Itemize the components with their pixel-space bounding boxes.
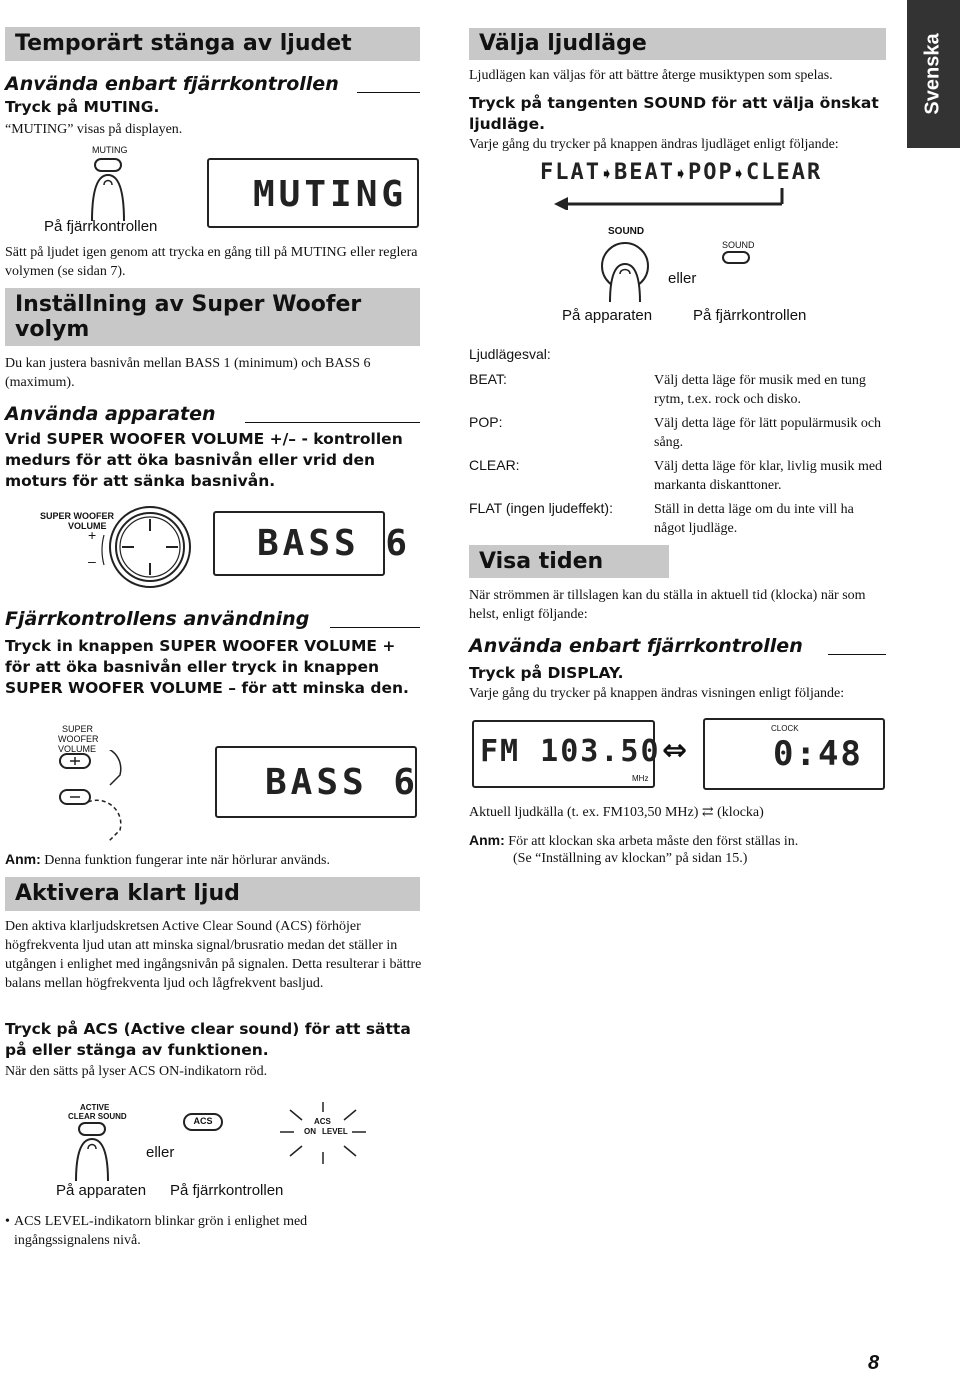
woofer-remote-subheading: Fjärrkontrollens användning (5, 608, 310, 630)
language-tab-label: Svenska (921, 33, 944, 115)
clock-caption: Aktuell ljudkälla (t. ex. FM103,50 MHz) ⇄ (klocka) (469, 805, 764, 820)
knob-plus: + (88, 527, 97, 543)
clock-source-display-text: FM 103.50 (480, 734, 661, 769)
clock-time-label: CLOCK (771, 724, 799, 733)
mute-instruction: Tryck på MUTING. (5, 98, 160, 116)
indicator-level: LEVEL (322, 1127, 348, 1136)
mode-desc-pop: Välj detta läge för lätt populärmusik och sång. (654, 416, 882, 450)
clock-instruction: Tryck på DISPLAY. (469, 664, 624, 682)
sound-instruction: Tryck på tangenten SOUND för att välja önskat ljudläge. (469, 94, 879, 133)
remote-label-2: WOOFER (58, 734, 99, 744)
woofer-heading (5, 288, 420, 346)
mode-desc-flat: Ställ in detta läge om du inte vill ha något ljudläge. (654, 502, 854, 536)
remote-label-3: VOLUME (58, 744, 97, 754)
clock-time-display-text: 0:48 (773, 734, 863, 774)
acs-instruction: Tryck på ACS (Active clear sound) för att sätta på eller stänga av funktionen. (5, 1020, 411, 1059)
sound-intro: Ljudlägen kan väljas för att bättre återge musiktypen som spelas. (469, 68, 833, 83)
knob-label-2: VOLUME (68, 521, 107, 531)
language-tab[interactable] (907, 0, 960, 148)
knob-label-1: SUPER WOOFER (40, 511, 115, 521)
acs-bullet (5, 1212, 355, 1250)
arrow-right-icon: ➧ (600, 164, 614, 183)
woofer-unit-subheading: Använda apparaten (5, 403, 216, 425)
acs-or: eller (146, 1144, 175, 1161)
woofer-intro: Du kan justera basnivån mellan BASS 1 (minimum) och BASS 6 (maximum). (5, 356, 371, 390)
bullet-icon: • (5, 1214, 10, 1229)
double-arrow-icon: ⇔ (662, 733, 688, 768)
clock-each-press: Varje gång du trycker på knappen ändras visningen enligt följande: (469, 686, 845, 701)
sound-knob-icon[interactable] (600, 240, 650, 302)
mute-subheading-rule (357, 92, 420, 93)
mute-restore-text: Sätt på ljudet igen genom att trycka en gång till på MUTING eller reglera volymen (se sidan 7). (5, 245, 418, 279)
mute-subheading: Använda enbart fjärrkontrollen (5, 73, 339, 95)
clock-note (469, 831, 798, 851)
sound-remote-button[interactable] (722, 251, 750, 264)
clock-time-display (703, 718, 885, 790)
finger-press-icon (82, 155, 142, 225)
clock-subheading-rule (828, 654, 886, 655)
remote-volume-buttons-icon[interactable] (50, 750, 160, 845)
sequence-pop: POP (688, 160, 734, 185)
acs-unit-label-1: ACTIVE (80, 1103, 110, 1112)
woofer-knob-illustration (40, 505, 190, 590)
acs-body: Den aktiva klarljudskretsen Active Clear Sound (ACS) förhöjer högfrekventa ljud utan att minska signal/brusratio medan det ställer in utgången i enlighet med ingångsnivån på signalen. Detta resulterar i bättre balans mellan högfrekventa ljud och lågfrekvent basljud. (5, 919, 422, 991)
sequence-beat: BEAT (614, 160, 675, 185)
clock-source-display (472, 720, 661, 788)
woofer-display-text: BASS 6 (257, 523, 412, 564)
clock-intro: När strömmen är tillslagen kan du ställa in aktuell tid (klocka) när som helst, enligt följande: (469, 588, 866, 622)
mute-remote-caption: På fjärrkontrollen (44, 218, 158, 235)
clock-heading: Visa tiden (469, 545, 669, 578)
modes-title: Ljudlägesval: (469, 346, 551, 362)
acs-heading: Aktivera klart ljud (5, 877, 420, 911)
woofer-heading-line2: volym (15, 317, 90, 342)
acs-remote-caption: På fjärrkontrollen (170, 1182, 284, 1199)
sound-heading: Välja ljudläge (469, 28, 886, 60)
muting-button-label: MUTING (92, 145, 128, 155)
finger-press-icon[interactable] (66, 1119, 126, 1184)
mode-name-flat: FLAT (ingen ljudeffekt): (469, 500, 613, 516)
woofer-remote-instruction: Tryck in knappen SUPER WOOFER VOLUME + för att öka basnivån eller tryck in knappen SUPER WOOFER VOLUME – för att minska den. (5, 637, 409, 697)
arrow-right-icon: ➧ (732, 164, 746, 183)
woofer-remote-display (215, 746, 420, 818)
woofer-note (5, 850, 330, 870)
mute-heading: Temporärt stänga av ljudet (5, 27, 420, 61)
clock-note-line1: För att klockan ska arbeta måste den först ställas in. (508, 834, 799, 849)
acs-unit-button-illustration (62, 1103, 142, 1183)
sequence-flat: FLAT (540, 160, 601, 185)
acs-after: När den sätts på lyser ACS ON-indikatorn röd. (5, 1064, 268, 1079)
woofer-heading-line1: Inställning av Super Woofer (15, 292, 362, 317)
acs-remote-button[interactable] (183, 1113, 223, 1131)
mode-desc-clear: Välj detta läge för klar, livlig musik med markanta diskanttoner. (654, 459, 883, 493)
mode-desc-beat: Välj detta läge för musik med en tung rytm, t.ex. rock och disko. (654, 373, 866, 407)
acs-unit-label-2: CLEAR SOUND (68, 1112, 127, 1121)
arrow-right-icon: ➧ (674, 164, 688, 183)
woofer-note-text: Denna funktion fungerar inte när hörlurar används. (44, 853, 331, 868)
volume-knob-icon[interactable] (92, 505, 192, 590)
sequence-clear: CLEAR (746, 160, 823, 185)
woofer-display (213, 511, 412, 576)
clock-note-line2: (Se “Inställning av klockan” på sidan 15.) (513, 851, 748, 866)
woofer-remote-illustration (50, 724, 160, 844)
sound-sequence (540, 160, 830, 210)
muting-display-text: MUTING (253, 174, 408, 215)
clock-subheading: Använda enbart fjärrkontrollen (469, 635, 803, 657)
acs-unit-caption: På apparaten (56, 1182, 147, 1199)
mode-name-pop: POP: (469, 414, 503, 430)
sound-each-press: Varje gång du trycker på knappen ändras ljudläget enligt följande: (469, 137, 839, 152)
muting-button-illustration (82, 145, 142, 220)
mode-name-beat: BEAT: (469, 371, 507, 387)
sound-unit-caption: På apparaten (562, 307, 653, 324)
indicator-acs: ACS (314, 1117, 331, 1126)
woofer-unit-instruction: Vrid SUPER WOOFER VOLUME +/– - kontrollen medurs för att öka basnivån eller vrid den moturs för att sänka basnivån. (5, 430, 403, 490)
acs-remote-button-label: ACS (193, 1116, 213, 1126)
mute-note: “MUTING” visas på displayen. (5, 122, 183, 137)
woofer-note-label: Anm: (5, 851, 41, 867)
remote-label-1: SUPER (62, 724, 94, 734)
loop-back-arrow-icon (540, 188, 830, 210)
woofer-unit-rule (245, 422, 420, 423)
acs-bullet-text: ACS LEVEL-indikatorn blinkar grön i enlighet med ingångssignalens nivå. (14, 1214, 308, 1248)
indicator-on: ON (304, 1127, 316, 1136)
clock-note-label: Anm: (469, 832, 505, 848)
sound-remote-caption: På fjärrkontrollen (693, 307, 807, 324)
sound-or: eller (668, 270, 697, 287)
clock-source-unit: MHz (632, 774, 649, 783)
page-number: 8 (868, 1352, 880, 1374)
mode-name-clear: CLEAR: (469, 457, 520, 473)
sound-remote-button-label: SOUND (722, 240, 755, 250)
acs-indicator (278, 1100, 368, 1170)
woofer-remote-display-text: BASS 6 (265, 762, 420, 803)
sound-unit-button-label: SOUND (608, 226, 645, 237)
woofer-remote-rule (330, 627, 420, 628)
muting-display (207, 158, 419, 228)
knob-minus: – (88, 553, 96, 569)
